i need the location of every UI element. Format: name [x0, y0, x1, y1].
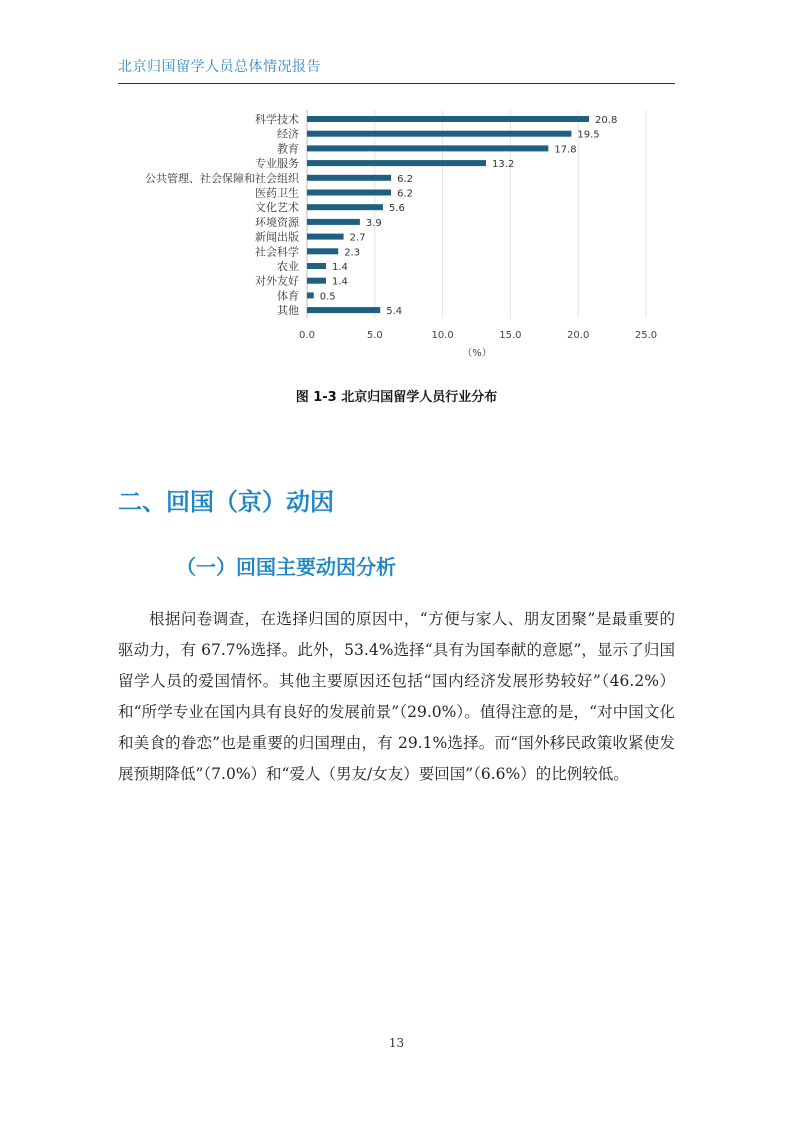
value-label: 20.8 [595, 115, 618, 126]
x-tick-label: 20.0 [567, 330, 590, 341]
page-number: 13 [388, 1036, 405, 1050]
category-label: 教育 [277, 142, 299, 156]
value-label: 13.2 [491, 159, 515, 171]
category-label: 公共管理、社会保障和社会组织 [145, 171, 299, 185]
value-label: 3.9 [365, 217, 382, 229]
bar-3 [307, 160, 486, 166]
value-label: 2.7 [349, 232, 366, 244]
chart-value-labels [320, 115, 618, 317]
chart-x-axis-label: （%） [462, 348, 492, 359]
category-label: 医药卫生 [255, 186, 299, 200]
value-label: 2.3 [344, 247, 361, 259]
chart-tick-labels [299, 330, 657, 341]
running-header: 北京归国留学人员总体情况报告 [118, 59, 321, 75]
category-label: 经济 [277, 127, 299, 141]
x-tick-label: 15.0 [499, 330, 522, 341]
chart-category-labels [145, 112, 300, 317]
bar-10 [307, 263, 326, 269]
x-tick-label: 5.0 [366, 330, 383, 341]
bar-8 [307, 234, 344, 240]
category-label: 其他 [277, 304, 299, 318]
bar-6 [307, 204, 383, 210]
body-paragraph: 根据问卷调查，在选择归国的原因中，“方便与家人、朋友团聚”是最重要的驱动力，有 67.7%选择。此外，53.4%选择“具有为国奉献的意愿”，显示了归国留学人员的爱国情怀。其他主要原因还包括“国内经济发展形势较好”（46.2%）和“所学专业在国内具有良好的发展前景”（29.0%）。值得注意的是，“对中国文化和美食的眷恋”也是重要的归国理由，有 29.1%选择。而“国外移民政策收紧使发展预期降低”（7.0%）和“爱人（男友/女友）要回国”（6.6%）的比例较低。 [118, 610, 675, 783]
category-label: 专业服务 [255, 157, 299, 171]
bar-13 [307, 307, 380, 313]
value-label: 1.4 [331, 262, 348, 273]
bar-0 [307, 116, 589, 122]
bar-1 [307, 131, 571, 137]
category-label: 对外友好 [255, 274, 299, 288]
value-label: 6.2 [397, 173, 413, 185]
category-label: 体育 [277, 289, 299, 303]
x-tick-label: 25.0 [634, 330, 658, 341]
bar-4 [307, 175, 391, 181]
category-label: 科学技术 [255, 113, 299, 126]
value-label: 1.4 [331, 276, 348, 288]
chart-gridlines [307, 110, 646, 318]
x-tick-label: 10.0 [431, 330, 454, 341]
value-label: 19.5 [577, 129, 600, 141]
bar-2 [307, 145, 548, 151]
value-label: 5.6 [388, 203, 405, 215]
value-label: 0.5 [319, 291, 336, 303]
bar-9 [307, 248, 338, 254]
chart-bars [307, 116, 589, 313]
bar-5 [307, 190, 391, 196]
value-label: 6.2 [397, 188, 413, 200]
value-label: 5.4 [386, 306, 403, 318]
bar-12 [307, 292, 314, 298]
bar-7 [307, 219, 360, 225]
industry-distribution-chart [118, 106, 678, 364]
category-label: 社会科学 [255, 245, 299, 259]
figure-caption: 图 1-3 北京归国留学人员行业分布 [295, 390, 498, 405]
category-label: 环境资源 [255, 215, 299, 229]
section-title: 二、回国（京）动因 [118, 488, 334, 516]
x-tick-label: 0.0 [299, 330, 315, 341]
subsection-title: （一）回国主要动因分析 [176, 555, 396, 579]
bar-11 [307, 278, 326, 284]
category-label: 新闻出版 [255, 230, 299, 244]
category-label: 文化艺术 [255, 201, 299, 215]
category-label: 农业 [277, 260, 299, 273]
value-label: 17.8 [554, 144, 577, 156]
header-rule [118, 83, 675, 84]
